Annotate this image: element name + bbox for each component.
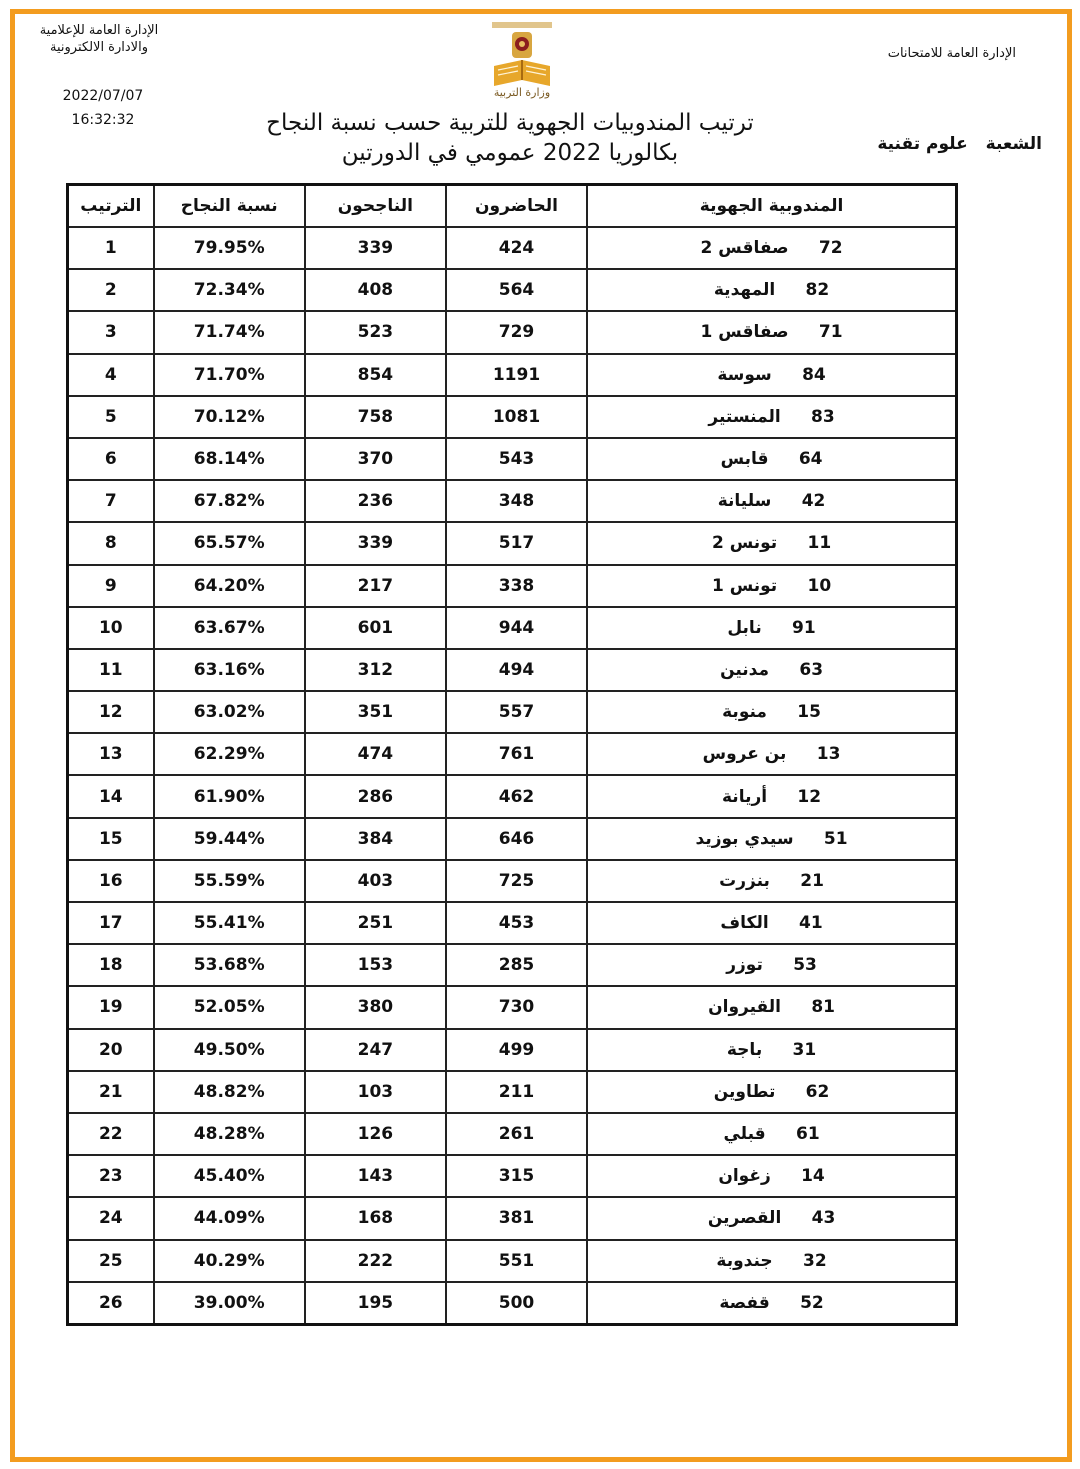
table-row (68, 269, 957, 311)
cell-present: 1081 (446, 396, 587, 438)
region-code: 21 (800, 870, 824, 891)
cell-rate: 49.50% (154, 1029, 305, 1071)
cell-present: 543 (446, 438, 587, 480)
cell-rate: 48.28% (154, 1113, 305, 1155)
cell-region (587, 1113, 956, 1155)
cell-rank: 26 (68, 1282, 154, 1325)
region-name: تونس 1 (711, 575, 778, 596)
cell-rate: 62.29% (154, 733, 305, 775)
cell-present: 564 (446, 269, 587, 311)
cell-rank: 14 (68, 775, 154, 817)
cell-rate: 40.29% (154, 1240, 305, 1282)
table-row (68, 438, 957, 480)
cell-passed: 251 (305, 902, 446, 944)
branch-label (865, 134, 1042, 154)
cell-passed: 384 (305, 818, 446, 860)
cell-region (587, 733, 956, 775)
cell-rate: 52.05% (154, 986, 305, 1028)
issuer-left (24, 22, 174, 56)
cell-rank: 15 (68, 818, 154, 860)
cell-present: 944 (446, 607, 587, 649)
region-name: المهدية (713, 280, 776, 301)
region-name: سوسة (717, 364, 772, 385)
cell-rank: 1 (68, 227, 154, 269)
date-text: 2022/07/07 (62, 88, 144, 104)
region-code: 42 (801, 491, 826, 512)
table-row (68, 1240, 957, 1282)
cell-passed: 854 (305, 354, 446, 396)
table-row (68, 649, 957, 691)
table-row (68, 733, 957, 775)
cell-present: 499 (446, 1029, 587, 1071)
region-code: 15 (797, 702, 821, 723)
cell-present: 494 (446, 649, 587, 691)
table-row (68, 522, 957, 564)
cell-passed: 380 (305, 986, 446, 1028)
cell-region (587, 775, 956, 817)
cell-passed: 143 (305, 1155, 446, 1197)
cell-rate: 39.00% (154, 1282, 305, 1325)
cell-rank: 2 (68, 269, 154, 311)
ranking-table (66, 183, 958, 1326)
table-row (68, 227, 957, 269)
cell-present: 424 (446, 227, 587, 269)
cell-rank: 6 (68, 438, 154, 480)
table-row (68, 480, 957, 522)
cell-rank: 8 (68, 522, 154, 564)
region-code: 13 (816, 744, 841, 765)
cell-region (587, 691, 956, 733)
time-text: 16:32:32 (71, 112, 135, 128)
cell-rate: 61.90% (154, 775, 305, 817)
table-row (68, 691, 957, 733)
cell-rank: 9 (68, 565, 154, 607)
cell-region (587, 1071, 956, 1113)
cell-rate: 59.44% (154, 818, 305, 860)
cell-rank: 24 (68, 1197, 154, 1239)
region-name: المنستير (708, 406, 781, 427)
header-passed: الناجحون (305, 185, 446, 228)
cell-rank: 18 (68, 944, 154, 986)
header-present: الحاضرون (446, 185, 587, 228)
region-code: 81 (811, 997, 835, 1018)
region-code: 72 (818, 238, 843, 259)
cell-rate: 70.12% (154, 396, 305, 438)
region-name: سيدي بوزيد (695, 828, 794, 849)
table-row (68, 354, 957, 396)
cell-region (587, 818, 956, 860)
branch-value: علوم تقنية (877, 134, 968, 154)
title-line2: بكالوريا 2022 عمومي في الدورتين (341, 140, 679, 166)
cell-region (587, 438, 956, 480)
issuer-left-line2: والادارة الالكترونية (50, 40, 148, 55)
cell-rank: 21 (68, 1071, 154, 1113)
cell-region (587, 227, 956, 269)
cell-region (587, 480, 956, 522)
region-name: تونس 2 (711, 533, 778, 554)
cell-region (587, 311, 956, 353)
region-name: باجة (726, 1039, 763, 1060)
issuer-left-line1: الإدارة العامة للإعلامية (39, 23, 159, 38)
table-row (68, 902, 957, 944)
region-code: 63 (799, 659, 824, 680)
region-code: 71 (818, 322, 843, 343)
cell-rate: 45.40% (154, 1155, 305, 1197)
cell-passed: 126 (305, 1113, 446, 1155)
cell-rate: 64.20% (154, 565, 305, 607)
cell-present: 453 (446, 902, 587, 944)
region-name: صفاقس 2 (700, 238, 789, 259)
cell-present: 1191 (446, 354, 587, 396)
timestamp (40, 84, 166, 132)
cell-rank: 10 (68, 607, 154, 649)
region-name: القصرين (707, 1208, 782, 1229)
region-name: تطاوين (713, 1081, 776, 1102)
cell-region (587, 354, 956, 396)
region-code: 43 (811, 1208, 836, 1229)
cell-rank: 13 (68, 733, 154, 775)
region-code: 52 (800, 1292, 824, 1313)
cell-rank: 12 (68, 691, 154, 733)
cell-passed: 247 (305, 1029, 446, 1071)
cell-region (587, 565, 956, 607)
region-code: 32 (803, 1250, 827, 1271)
region-code: 12 (797, 786, 822, 807)
cell-passed: 351 (305, 691, 446, 733)
region-name: قبلي (723, 1124, 766, 1145)
cell-present: 381 (446, 1197, 587, 1239)
region-code: 61 (795, 1124, 820, 1145)
region-code: 83 (811, 406, 835, 427)
cell-rank: 16 (68, 860, 154, 902)
cell-passed: 339 (305, 522, 446, 564)
cell-passed: 403 (305, 860, 446, 902)
cell-rate: 65.57% (154, 522, 305, 564)
region-code: 53 (793, 955, 817, 976)
region-name: صفاقس 1 (700, 322, 789, 343)
cell-rate: 63.02% (154, 691, 305, 733)
cell-rank: 7 (68, 480, 154, 522)
cell-passed: 339 (305, 227, 446, 269)
region-code: 91 (792, 617, 816, 638)
cell-present: 761 (446, 733, 587, 775)
table-row (68, 818, 957, 860)
cell-rate: 67.82% (154, 480, 305, 522)
region-name: سليانة (717, 491, 772, 512)
cell-rank: 17 (68, 902, 154, 944)
region-name: نابل (727, 617, 762, 638)
region-name: منوبة (722, 702, 767, 723)
region-code: 82 (805, 280, 830, 301)
region-code: 62 (805, 1081, 830, 1102)
cell-region (587, 607, 956, 649)
cell-region (587, 522, 956, 564)
cell-passed: 195 (305, 1282, 446, 1325)
cell-passed: 286 (305, 775, 446, 817)
cell-passed: 408 (305, 269, 446, 311)
cell-passed: 312 (305, 649, 446, 691)
cell-present: 211 (446, 1071, 587, 1113)
table-body (68, 227, 957, 1324)
title-line1: ترتيب المندوبيات الجهوية للتربية حسب نسبة النجاح (266, 110, 754, 136)
region-code: 10 (807, 575, 832, 596)
region-name: مدنين (720, 659, 770, 680)
cell-region (587, 649, 956, 691)
header-rate: نسبة النجاح (154, 185, 305, 228)
region-name: بنزرت (719, 870, 770, 891)
cell-rate: 63.16% (154, 649, 305, 691)
cell-rank: 19 (68, 986, 154, 1028)
table-row (68, 986, 957, 1028)
issuer-right: الإدارة العامة للامتحانات (887, 46, 1016, 61)
cell-passed: 523 (305, 311, 446, 353)
cell-present: 500 (446, 1282, 587, 1325)
region-name: قابس (720, 449, 769, 470)
region-name: زغوان (718, 1166, 771, 1187)
cell-present: 261 (446, 1113, 587, 1155)
region-name: أريانة (722, 786, 768, 807)
cell-region (587, 269, 956, 311)
cell-rate: 55.59% (154, 860, 305, 902)
cell-rank: 11 (68, 649, 154, 691)
table-row (68, 1282, 957, 1325)
region-code: 64 (798, 449, 823, 470)
cell-present: 725 (446, 860, 587, 902)
cell-passed: 370 (305, 438, 446, 480)
header-rank: الترتيب (68, 185, 154, 228)
region-code: 84 (802, 364, 826, 385)
cell-rate: 53.68% (154, 944, 305, 986)
cell-passed: 474 (305, 733, 446, 775)
table-header-row (68, 185, 957, 228)
cell-rate: 55.41% (154, 902, 305, 944)
cell-present: 557 (446, 691, 587, 733)
cell-rank: 22 (68, 1113, 154, 1155)
region-name: الكاف (720, 913, 769, 934)
table-row (68, 311, 957, 353)
cell-rate: 71.70% (154, 354, 305, 396)
cell-present: 285 (446, 944, 587, 986)
table-row (68, 1071, 957, 1113)
cell-passed: 168 (305, 1197, 446, 1239)
region-name: القيروان (708, 997, 781, 1018)
cell-passed: 217 (305, 565, 446, 607)
table-row (68, 1155, 957, 1197)
cell-rank: 4 (68, 354, 154, 396)
cell-rank: 25 (68, 1240, 154, 1282)
cell-present: 517 (446, 522, 587, 564)
cell-region (587, 902, 956, 944)
cell-region (587, 1240, 956, 1282)
cell-rate: 79.95% (154, 227, 305, 269)
table-row (68, 860, 957, 902)
region-code: 31 (792, 1039, 817, 1060)
cell-present: 646 (446, 818, 587, 860)
table-row (68, 944, 957, 986)
region-name: جندوبة (716, 1250, 773, 1271)
cell-rank: 5 (68, 396, 154, 438)
cell-passed: 236 (305, 480, 446, 522)
cell-rate: 68.14% (154, 438, 305, 480)
cell-region (587, 1197, 956, 1239)
cell-rate: 72.34% (154, 269, 305, 311)
cell-region (587, 396, 956, 438)
region-code: 41 (798, 913, 823, 934)
cell-present: 338 (446, 565, 587, 607)
cell-region (587, 1282, 956, 1325)
cell-present: 315 (446, 1155, 587, 1197)
region-name: قفصة (719, 1292, 770, 1313)
cell-present: 551 (446, 1240, 587, 1282)
cell-present: 348 (446, 480, 587, 522)
table-row (68, 1113, 957, 1155)
region-name: توزر (726, 955, 763, 976)
table-row (68, 565, 957, 607)
branch-key: الشعبة (985, 134, 1042, 154)
region-code: 11 (807, 533, 832, 554)
region-code: 51 (823, 828, 848, 849)
cell-rank: 3 (68, 311, 154, 353)
cell-rate: 71.74% (154, 311, 305, 353)
cell-region (587, 1029, 956, 1071)
region-name: بن عروس (702, 744, 787, 765)
cell-passed: 601 (305, 607, 446, 649)
cell-passed: 758 (305, 396, 446, 438)
cell-region (587, 986, 956, 1028)
cell-region (587, 1155, 956, 1197)
cell-present: 730 (446, 986, 587, 1028)
cell-region (587, 944, 956, 986)
table-row (68, 396, 957, 438)
cell-passed: 103 (305, 1071, 446, 1113)
table-row (68, 775, 957, 817)
cell-rate: 48.82% (154, 1071, 305, 1113)
cell-region (587, 860, 956, 902)
table-row (68, 1197, 957, 1239)
cell-rank: 20 (68, 1029, 154, 1071)
cell-present: 729 (446, 311, 587, 353)
cell-rate: 63.67% (154, 607, 305, 649)
page-title (160, 108, 860, 168)
table-row (68, 1029, 957, 1071)
table-row (68, 607, 957, 649)
cell-rate: 44.09% (154, 1197, 305, 1239)
emblem-caption: وزارة التربية (493, 86, 551, 99)
cell-passed: 222 (305, 1240, 446, 1282)
header-region: المندوبية الجهوية (587, 185, 956, 228)
cell-rank: 23 (68, 1155, 154, 1197)
cell-passed: 153 (305, 944, 446, 986)
region-code: 14 (801, 1166, 825, 1187)
cell-present: 462 (446, 775, 587, 817)
